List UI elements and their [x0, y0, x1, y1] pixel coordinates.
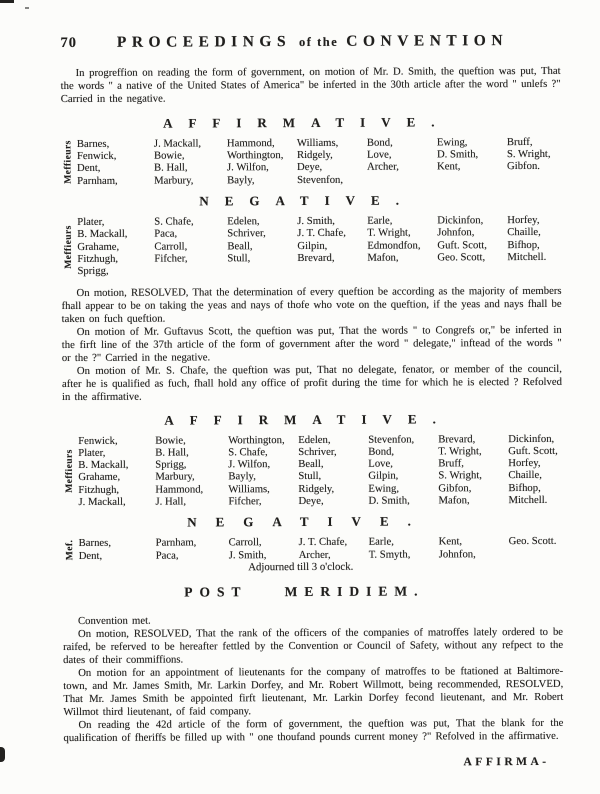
member-name: Guft. Scott,: [508, 444, 558, 457]
vote-table-negative-2: [1, 535, 575, 562]
title-proceedings: PROCEEDINGS: [116, 33, 292, 51]
member-name: Brevard,: [438, 432, 476, 445]
member-name: Geo. Scott.: [508, 535, 557, 548]
vote-table-negative-1: [0, 214, 573, 278]
member-name: Williams,: [228, 482, 270, 496]
member-name: Gibfon.: [506, 160, 540, 173]
heading-affirmative-1: AFFIRMATIVE.: [163, 114, 451, 131]
vote-column: [509, 535, 557, 560]
member-name: Beall,: [298, 458, 324, 471]
paragraph-resolved-yeas-nays: On motion, RESOLVED, That the determination of every queftion be according as the majority of members fhall appear to be on taking the yeas and nays of thofe who vote on the queftion, if the yeas and nays fhall be taken on fuch queftion.: [61, 285, 562, 326]
paragraph-intro: In progreffion on reading the form of government, on motion of Mr. D. Smith, the queftion was put, That the words " a native of the United States of America" be inferted in the 30th article after the word " unlefs ?" Carried in the negative.: [60, 64, 561, 105]
member-name: Bond,: [368, 445, 395, 458]
member-name: Geo. Scott,: [437, 250, 486, 264]
vote-column: [437, 214, 507, 276]
member-name: Carroll,: [228, 536, 262, 549]
member-name: Grahame,: [77, 240, 120, 253]
vote-column: [368, 433, 438, 507]
vote-column: [367, 136, 437, 185]
vote-column: [155, 434, 228, 508]
member-name: Mafon,: [367, 251, 399, 264]
member-name: Chaille,: [508, 469, 542, 482]
member-name: Paca,: [155, 549, 179, 562]
member-name: Guft. Scott,: [437, 238, 487, 251]
vote-column: [438, 433, 508, 507]
member-name: Plater,: [77, 215, 105, 228]
paragraph-lieutenants: On motion for an appointment of lieutenants for the company of matroffes to be ftationed at Baltimore-town, and Mr. James Smith, Mr. Larkin Dorfey, and Mr. Robert Willmott, being recommended, RESOLVED, That Mr. James Smith be appointed firft lieutenant, Mr. Larkin Dorfey fecond lieutenant, and Mr. Robert Willmot third lieutenant, of faid company.: [63, 664, 564, 718]
vote-column: [77, 137, 154, 187]
member-name: Stevenfon,: [368, 433, 415, 446]
member-name: Bayly,: [227, 173, 255, 186]
member-name: Dickinfon,: [508, 432, 555, 445]
member-name: Sprigg,: [155, 458, 187, 471]
member-name: Kent,: [436, 160, 461, 173]
member-name: Brevard,: [297, 251, 335, 264]
body-text: [62, 285, 563, 403]
member-name: T. Wright,: [438, 445, 482, 458]
member-name: Hammond,: [226, 136, 275, 150]
page-title: [0, 32, 598, 53]
vote-column: [298, 433, 368, 507]
vote-table-affirmative-1: [0, 136, 573, 188]
member-name: Sprigg,: [77, 264, 109, 278]
member-name: T. Wright,: [367, 226, 411, 239]
vote-column: [154, 215, 227, 277]
member-name: Fifcher,: [228, 495, 262, 508]
vote-column: [227, 215, 297, 277]
body-text: [61, 65, 561, 106]
scan-artifact: [120, 710, 123, 712]
scan-artifact: [25, 7, 29, 9]
vote-columns: [78, 432, 574, 508]
member-name: Dickinfon,: [437, 214, 484, 227]
vote-column: [297, 136, 367, 185]
heading-negative-2: NEGATIVE.: [187, 513, 430, 530]
member-name: Grahame,: [78, 471, 121, 484]
vote-column: [78, 434, 155, 508]
member-name: Hammond,: [155, 483, 204, 496]
member-name: Bifhop,: [507, 238, 540, 251]
member-name: Love,: [366, 148, 392, 161]
member-name: Parnham,: [155, 536, 197, 549]
vote-column: [369, 536, 439, 561]
member-name: S. Chafe,: [228, 445, 268, 459]
page-number: 70: [60, 34, 77, 52]
heading-affirmative-2: AFFIRMATIVE.: [164, 410, 452, 428]
member-name: Bruff,: [438, 457, 464, 470]
member-name: Johnfon,: [438, 547, 476, 561]
member-name: Gibfon,: [438, 481, 472, 495]
member-name: Archer,: [366, 160, 399, 174]
vote-table-affirmative-2: [0, 432, 574, 508]
messieurs-label: Meffieurs: [62, 224, 74, 269]
vote-column: [507, 136, 551, 185]
page-header: [0, 32, 598, 55]
member-name: Carroll,: [154, 239, 188, 253]
member-name: Mafon,: [438, 494, 470, 507]
vote-column: [77, 216, 154, 278]
heading-negative-1: NEGATIVE.: [199, 192, 415, 209]
member-name: Plater,: [78, 446, 106, 459]
paragraph-42d-article: On reading the 42d article of the form of government, the queftion was put, That the blank for the qualification of fheriffs be filled up with " one thoufand pounds current money ?" Refolved in the affirmative.: [63, 716, 564, 744]
member-name: Parnham,: [77, 174, 118, 187]
member-name: J. T. Chafe,: [298, 536, 348, 549]
vote-column: [154, 137, 227, 187]
member-name: Bond,: [366, 136, 393, 149]
member-name: Bruff,: [506, 135, 533, 148]
member-name: Earle,: [368, 535, 394, 549]
member-name: Fifcher,: [154, 252, 188, 265]
member-name: Ewing,: [436, 135, 468, 149]
scan-artifact: [0, 747, 5, 762]
member-name: J. Hall,: [155, 495, 187, 508]
member-name: J. Smith,: [228, 548, 267, 561]
member-name: Love,: [368, 457, 393, 470]
vote-column: [299, 536, 369, 561]
member-name: Marbury,: [154, 174, 194, 187]
member-name: Kent,: [438, 535, 463, 548]
member-name: Barnes,: [78, 537, 112, 550]
member-name: S. Wright,: [506, 147, 551, 161]
member-name: Schriver,: [298, 445, 337, 458]
member-name: B. Mackall,: [78, 458, 129, 472]
messieurs-label: Meffieurs: [63, 449, 75, 494]
member-name: J. Wilfon,: [226, 161, 269, 174]
member-name: D. Smith,: [368, 494, 410, 507]
member-name: Ridgely,: [296, 148, 333, 162]
heading-post-meridiem: POST MERIDIEM.: [184, 583, 425, 600]
vote-column: [297, 215, 367, 277]
member-name: Bowie,: [153, 149, 185, 162]
member-name: Gilpin,: [368, 470, 399, 483]
messieurs-label: Meffieurs: [62, 140, 74, 185]
member-name: Edelen,: [298, 433, 331, 446]
member-name: Fitzhugh,: [78, 483, 120, 496]
catchword: AFFIRMA-: [463, 756, 550, 769]
member-name: Mitchell.: [507, 250, 547, 263]
post-meridiem-text: [63, 613, 564, 744]
member-name: Stull,: [227, 252, 251, 265]
vote-column: [228, 434, 298, 508]
vote-columns: [77, 136, 573, 187]
member-name: Williams,: [296, 136, 339, 149]
vote-column: [507, 214, 546, 276]
member-name: Ewing,: [368, 482, 400, 495]
vote-column: [439, 535, 509, 560]
member-name: Dent,: [78, 549, 103, 562]
vote-column: [508, 432, 558, 506]
paragraph-matrosses-rank: On motion, RESOLVED, That the rank of the officers of the companies of matroffes lately ordered to be raifed, be referved to be hereafter fettled by the Convention or Council of Safety, without any refpect to the dates of their commiffions.: [63, 626, 564, 667]
member-name: Worthington,: [226, 149, 284, 162]
member-name: J. Smith,: [297, 214, 335, 227]
vote-column: [229, 536, 299, 561]
member-name: Beall,: [227, 239, 253, 252]
vote-columns: [77, 214, 573, 278]
member-name: T. Smyth,: [368, 548, 411, 561]
member-name: J. T. Chafe,: [297, 227, 346, 240]
member-name: B. Hall,: [153, 161, 188, 174]
member-name: Edmondfon,: [367, 238, 421, 252]
member-name: Fitzhugh,: [77, 252, 119, 265]
member-name: S. Chafe,: [154, 215, 194, 228]
member-name: Edelen,: [227, 215, 260, 228]
title-of-the: of the: [299, 34, 339, 50]
vote-column: [156, 537, 229, 562]
member-name: D. Smith,: [436, 148, 479, 161]
vote-column: [227, 137, 297, 186]
member-name: Johnfon,: [437, 226, 475, 239]
member-name: Bifhop,: [508, 481, 541, 494]
member-name: B. Hall,: [155, 446, 189, 459]
paragraph-convention-met: Convention met.: [77, 615, 151, 628]
member-name: J. Wilfon,: [228, 458, 271, 471]
member-name: Gilpin,: [297, 239, 328, 252]
member-name: Stull,: [298, 470, 322, 483]
scan-artifact: [430, 683, 432, 685]
member-name: Dent,: [76, 162, 101, 175]
member-name: Mitchell.: [508, 493, 548, 507]
member-name: Barnes,: [76, 137, 110, 150]
paragraph-gustavus-scott: On motion of Mr. Guftavus Scott, the queftion was put, That the words " to Congrefs or," be inferted in the firft line of the 37th article of the form of government after the word " delegate," inftead of the words " or the ?" Carried in the negative.: [61, 323, 562, 364]
vote-column: [437, 136, 507, 185]
member-name: Bayly,: [228, 470, 256, 483]
member-name: Bowie,: [155, 434, 186, 447]
member-name: B. Mackall,: [77, 227, 128, 241]
member-name: Deye,: [298, 494, 324, 508]
member-name: Chaille,: [507, 226, 541, 239]
messieurs-label: Mef.: [64, 539, 76, 560]
paragraph-s-chase: On motion of Mr. S. Chafe, the queftion was put, That no delegate, fenator, or member of the council, after he is qualified as fuch, fhall hold any office of profit during the time for which he is elected ? Refolved in the affirmative.: [61, 362, 562, 403]
member-name: Marbury,: [155, 470, 195, 484]
member-name: J. Mackall,: [153, 137, 202, 150]
adjourned-note: Adjourned till 3 o'clock.: [248, 561, 354, 574]
title-convention: CONVENTION: [346, 32, 509, 50]
member-name: Worthington,: [228, 433, 285, 446]
member-name: Deye,: [296, 161, 323, 174]
member-name: Archer,: [298, 548, 331, 561]
member-name: Stevenfon,: [297, 173, 344, 186]
member-name: Horfey,: [508, 457, 541, 470]
member-name: Ridgely,: [298, 482, 335, 495]
member-name: J. Mackall,: [78, 495, 126, 508]
vote-column: [367, 214, 437, 276]
vote-columns: [79, 535, 575, 562]
member-name: Paca,: [154, 227, 178, 240]
member-name: Horfey,: [507, 213, 540, 227]
scan-artifact: [0, 0, 14, 3]
member-name: Fenwick,: [78, 434, 118, 447]
member-name: S. Wright,: [438, 469, 482, 482]
member-name: Earle,: [367, 214, 393, 227]
vote-column: [79, 537, 156, 562]
member-name: Schriver,: [227, 227, 266, 240]
member-name: Fenwick,: [76, 149, 117, 162]
